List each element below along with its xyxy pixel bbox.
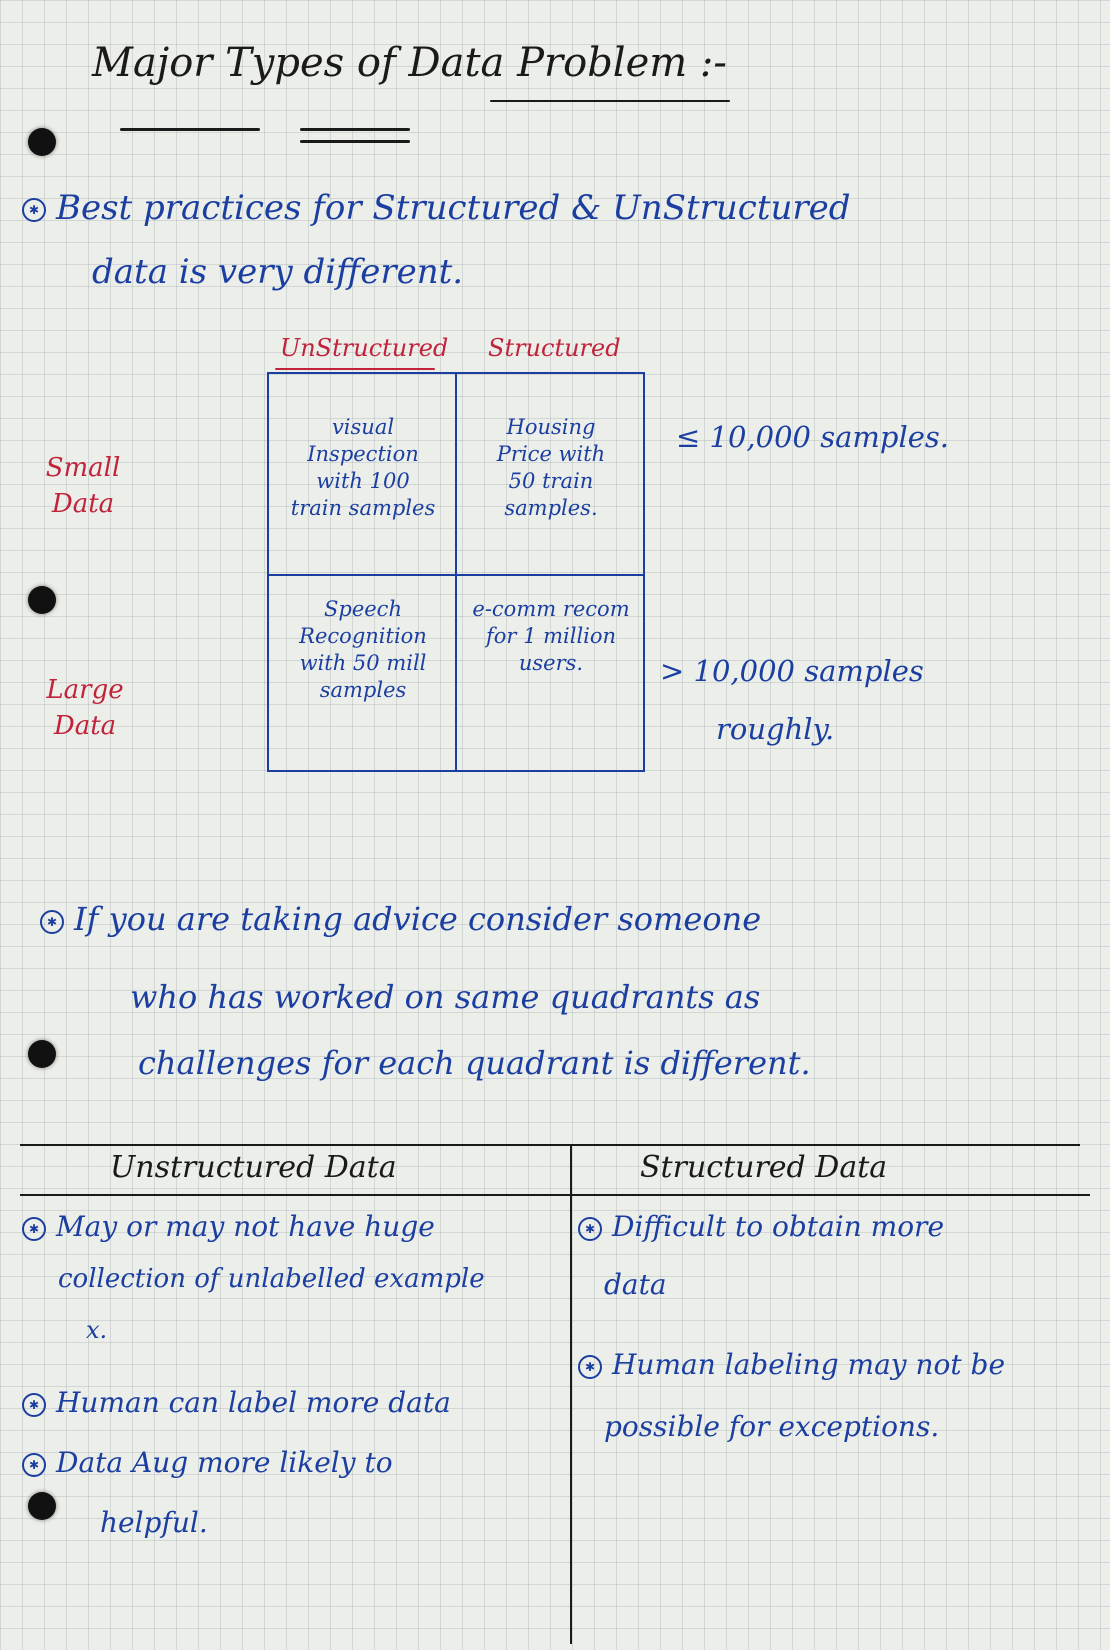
table-divider	[269, 574, 643, 576]
section-header-rule	[20, 1194, 1090, 1196]
cell-large-structured: e-comm recom for 1 million users.	[472, 597, 630, 675]
col-header-underline	[275, 368, 435, 370]
small-data-note: ≤ 10,000 samples.	[676, 420, 949, 454]
col-header-structured: Structured	[488, 334, 621, 362]
title-underline	[300, 128, 410, 131]
unstructured-item-3-line-2: helpful.	[100, 1506, 208, 1539]
structured-item-1-line-1: ✱ Difficult to obtain more	[578, 1210, 944, 1243]
unstructured-item-1-line-3: x.	[86, 1316, 108, 1344]
star-bullet-icon: ✱	[578, 1217, 602, 1241]
title-underline	[300, 140, 410, 143]
star-bullet-icon: ✱	[22, 1453, 46, 1477]
binder-hole	[28, 1492, 56, 1520]
unstructured-item-3-line-1: ✱ Data Aug more likely to	[22, 1446, 393, 1479]
point-2-line-3: challenges for each quadrant is different.	[138, 1044, 811, 1082]
column-divider	[570, 1144, 572, 1644]
binder-hole	[28, 128, 56, 156]
page-title: Major Types of Data Problem :-	[92, 40, 727, 86]
cell-small-structured: Housing Price with 50 train samples.	[496, 415, 606, 520]
unstructured-item-1-line-1: ✱ May or may not have huge	[22, 1210, 435, 1243]
star-bullet-icon: ✱	[22, 1217, 46, 1241]
point-2-line-2: who has worked on same quadrants as	[130, 978, 761, 1016]
cell-small-unstructured: visual Inspection with 100 train samples	[290, 415, 436, 520]
large-data-note-line-1: > 10,000 samples	[660, 654, 924, 688]
section-top-rule	[20, 1144, 1080, 1146]
binder-hole	[28, 586, 56, 614]
binder-hole	[28, 1040, 56, 1068]
point-1-line-2: data is very different.	[92, 252, 464, 292]
star-bullet-icon: ✱	[40, 910, 64, 934]
star-bullet-icon: ✱	[22, 1393, 46, 1417]
unstructured-item-1-line-2: collection of unlabelled example	[58, 1264, 485, 1294]
unstructured-heading: Unstructured Data	[110, 1150, 397, 1185]
col-header-unstructured: UnStructured	[280, 334, 449, 362]
structured-heading: Structured Data	[640, 1150, 888, 1185]
star-bullet-icon: ✱	[578, 1355, 602, 1379]
structured-item-1-line-2: data	[604, 1268, 667, 1301]
point-2-line-1: ✱ If you are taking advice consider someone	[40, 900, 761, 938]
star-bullet-icon: ✱	[22, 198, 46, 222]
table-divider	[455, 374, 457, 770]
row-header-large-data: Large Data	[46, 675, 124, 741]
large-data-note-line-2: roughly.	[716, 712, 835, 746]
row-header-small-data: Small Data	[45, 453, 121, 519]
structured-item-2-line-2: possible for exceptions.	[604, 1410, 940, 1443]
title-underline	[490, 100, 730, 102]
quadrant-table	[267, 372, 645, 772]
point-1-line-1: ✱ Best practices for Structured & UnStructured	[22, 188, 851, 228]
cell-large-unstructured: Speech Recognition with 50 mill samples	[299, 597, 427, 702]
structured-item-2-line-1: ✱ Human labeling may not be	[578, 1348, 1005, 1381]
unstructured-item-2: ✱ Human can label more data	[22, 1386, 451, 1419]
title-underline	[120, 128, 260, 131]
